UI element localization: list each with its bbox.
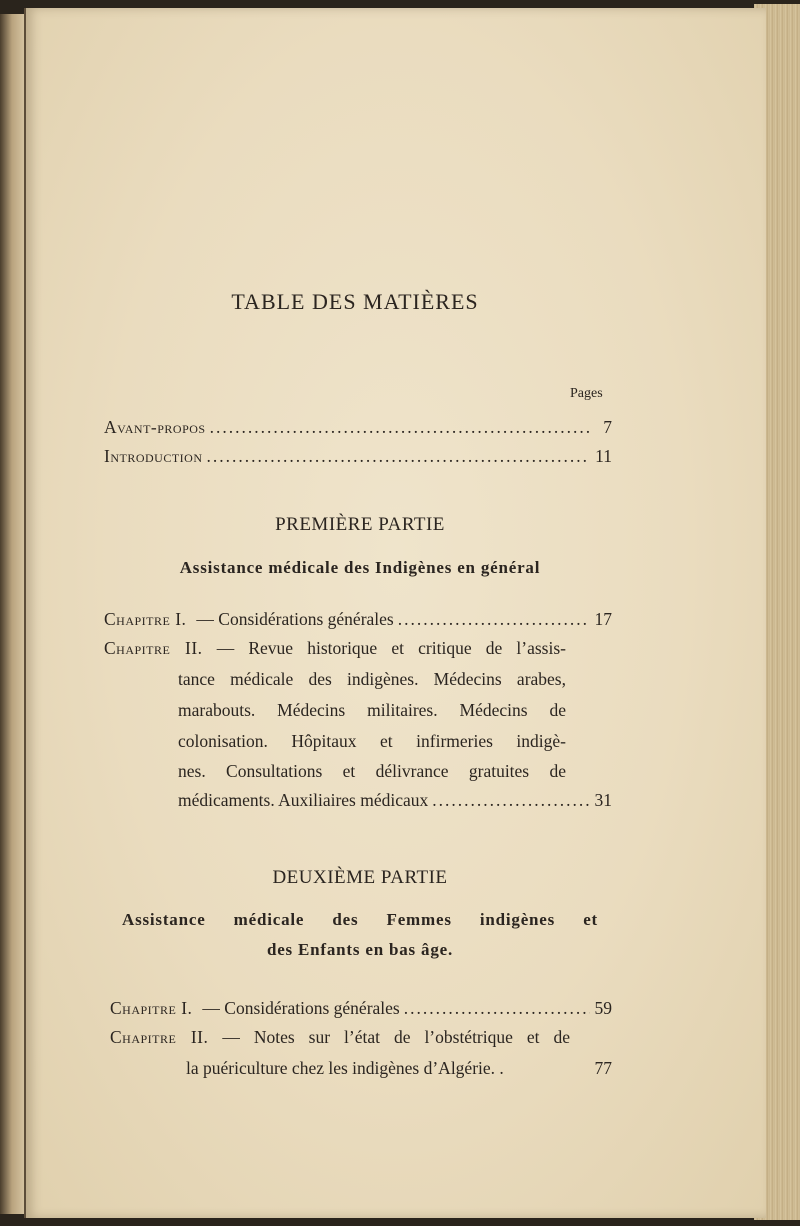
toc-entry-part2-chap2-last — [186, 1054, 612, 1082]
toc-entry-part1-chap1 — [104, 605, 612, 633]
chapter-label: Chapitre I. — [104, 609, 187, 629]
part1-title: PREMIÈRE PARTIE — [275, 514, 445, 535]
toc-entry-label: Avant-propos — [104, 417, 206, 437]
chapter-title-line: — Notes sur l’état de l’obstétrique et de — [222, 1027, 570, 1047]
toc-entry-page: 11 — [595, 446, 612, 466]
part2-subtitle-line1: Assistance médicale des Femmes indigènes et — [122, 910, 598, 929]
leader-dots — [432, 786, 590, 814]
chapter-title: — Considérations générales — [202, 998, 400, 1018]
chapter-title-line: médicaments. Auxiliaires médicaux — [178, 790, 429, 810]
leader-dots — [207, 442, 591, 470]
toc-entry-part1-chap2-line1 — [104, 633, 566, 663]
toc-entry-label: Introduction — [104, 446, 203, 466]
page-title: TABLE DES MATIÈRES — [231, 289, 479, 314]
chapter-title-line: — Revue historique et critique de l’assis- — [216, 638, 566, 658]
chapter-title-line: nes. Consultations et délivrance gratuites de — [178, 761, 566, 781]
toc-entry-avant-propos — [104, 413, 612, 441]
toc-entry-page: 59 — [594, 998, 612, 1018]
chapter-title-line: tance médicale des indigènes. Médecins arabes, — [178, 669, 566, 689]
toc-entry-part1-chap2-last — [178, 786, 612, 814]
part2-subtitle-line2: des Enfants en bas âge. — [266, 940, 454, 959]
leader-dots — [398, 605, 590, 633]
chapter-title-line: la puériculture chez les indigènes d’Algérie. . — [186, 1058, 504, 1078]
toc-entry-page: 17 — [594, 609, 612, 629]
chapter-title-line: colonisation. Hôpitaux et infirmeries indigè- — [178, 731, 566, 751]
toc-entry-part2-chap2-line1 — [110, 1022, 570, 1052]
part1-subtitle: Assistance médicale des Indigènes en général — [179, 558, 541, 577]
chapter-title: — Considérations générales — [196, 609, 394, 629]
pages-column-header: Pages — [570, 386, 603, 401]
toc-entry-page: 77 — [594, 1058, 612, 1078]
leader-dots — [404, 994, 590, 1022]
toc-entry-introduction — [104, 442, 612, 470]
toc-entry-part2-chap1 — [110, 994, 612, 1022]
chapter-title-line: marabouts. Médecins militaires. Médecins de — [178, 700, 566, 720]
toc-entry-page: 7 — [603, 417, 612, 437]
chapter-label: Chapitre I. — [110, 998, 193, 1018]
leader-dots — [210, 413, 590, 441]
toc-entry-page: 31 — [594, 790, 612, 810]
chapter-label: Chapitre II. — [110, 1027, 209, 1047]
part2-title: DEUXIÈME PARTIE — [272, 867, 448, 888]
chapter-label: Chapitre II. — [104, 638, 203, 658]
